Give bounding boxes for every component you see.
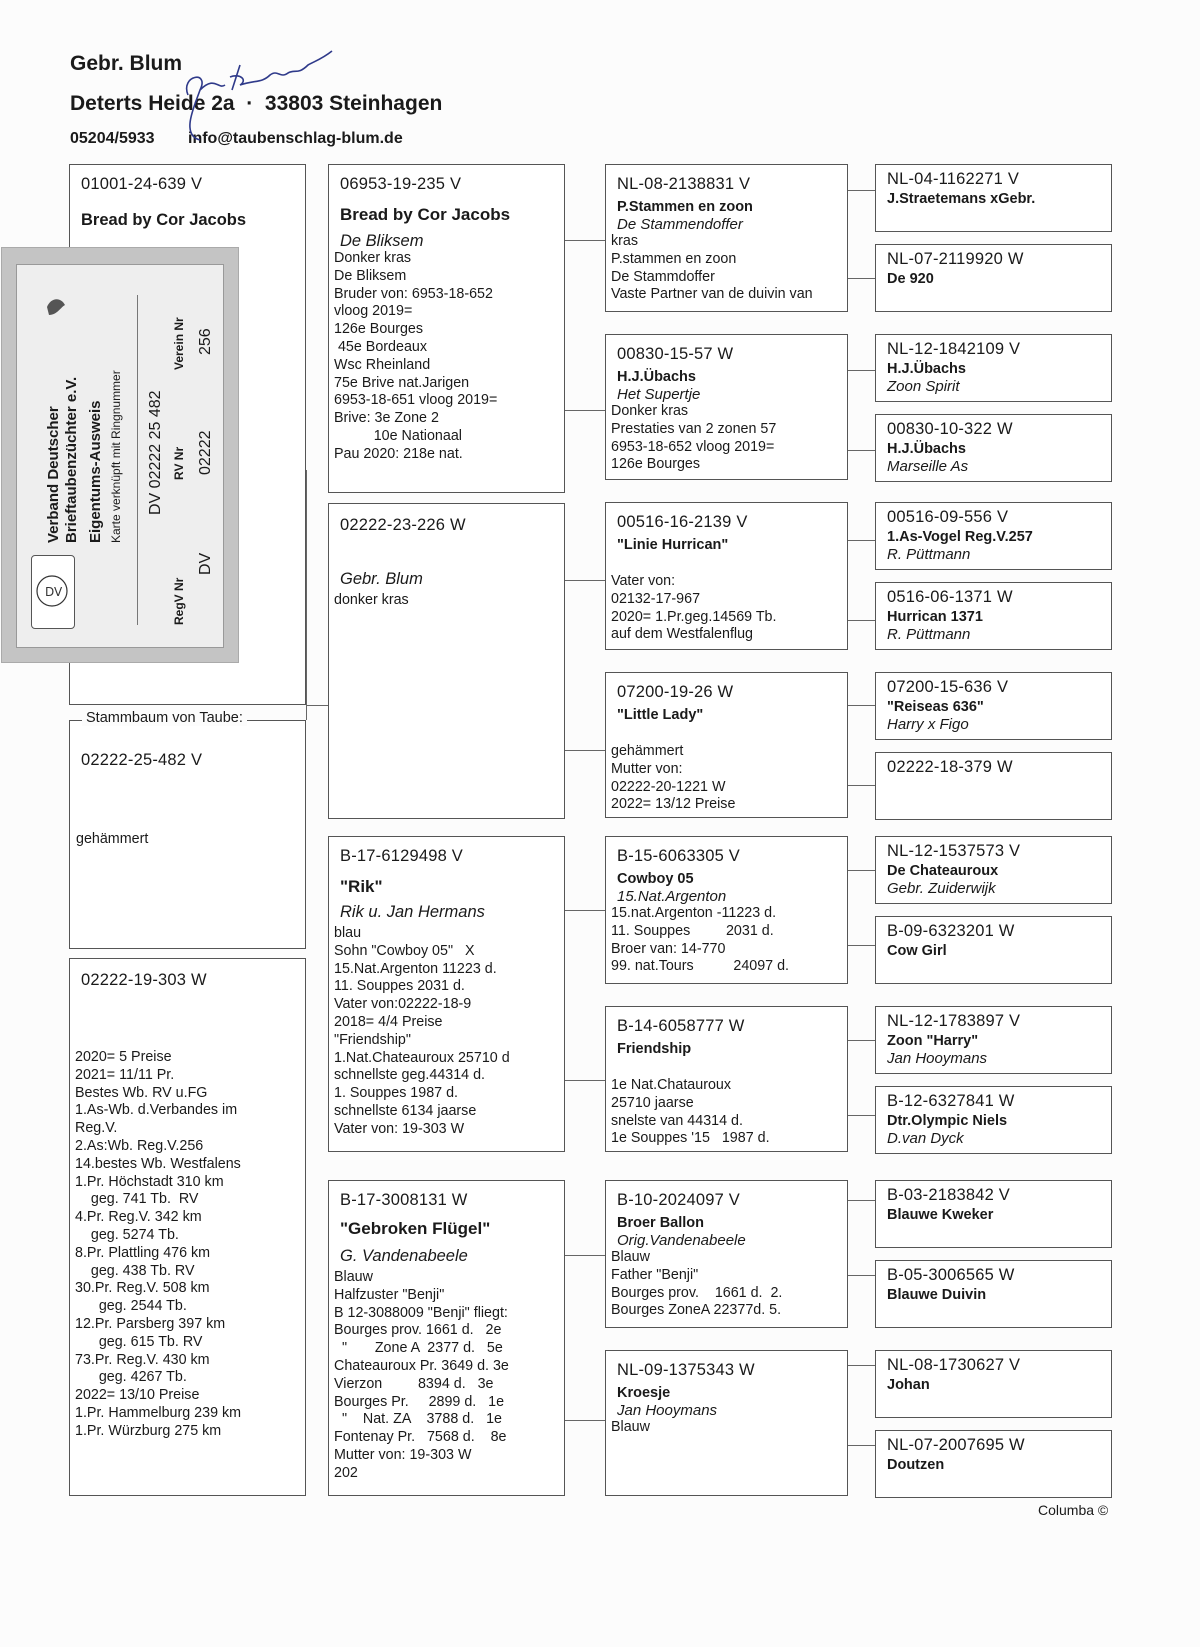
- detail-line: Prestaties van 2 zonen 57: [611, 420, 777, 437]
- detail-line: kras: [611, 233, 639, 249]
- card-regv-label: RegV Nr: [172, 577, 186, 625]
- gen3-box-6: [605, 1006, 848, 1152]
- subject-label: Stammbaum von Taube:: [82, 710, 247, 726]
- dam-performance: [75, 1049, 241, 1441]
- gen3-box-7: [605, 1180, 848, 1328]
- gen4-11-alias: Jan Hooymans: [887, 1050, 988, 1067]
- breeder-phone: 05204/5933: [70, 130, 155, 147]
- gen2-1-alias: De Bliksem: [340, 232, 424, 250]
- gen4-6-alias: R. Püttmann: [887, 626, 971, 643]
- vdb-logo: [31, 555, 75, 629]
- card-rv-value: 02222: [197, 430, 214, 475]
- detail-line: Vierzon 8394 d. 3e: [334, 1375, 494, 1392]
- detail-line: Bruder von: 6953-18-652: [334, 285, 493, 302]
- detail-line: Mutter von: 19-303 W: [334, 1446, 472, 1463]
- gen2-4-details: [334, 1269, 509, 1483]
- detail-line: geg. 4267 Tb.: [75, 1369, 187, 1386]
- gen4-2-name: De 920: [887, 271, 934, 287]
- detail-line: 1.As-Wb. d.Verbandes im: [75, 1102, 238, 1119]
- detail-line: 1. Souppes 1987 d.: [334, 1085, 459, 1102]
- breeder-name: Gebr. Blum: [70, 52, 183, 75]
- gen4-box-11: [875, 1006, 1112, 1074]
- signature-icon: [170, 45, 350, 145]
- gen4-box-15: [875, 1350, 1112, 1418]
- detail-line: 202: [334, 1464, 358, 1481]
- gen4-box-14: [875, 1260, 1112, 1328]
- card-verein-value: 256: [197, 328, 214, 355]
- gen3-2-ring: 00830-15-57 W: [617, 345, 734, 363]
- gen4-12-alias: D.van Dyck: [887, 1130, 964, 1147]
- gen4-12-ring: B-12-6327841 W: [887, 1092, 1015, 1110]
- gen3-box-4: [605, 672, 848, 818]
- detail-line: blau: [334, 925, 362, 941]
- detail-line: 4.Pr. Reg.V. 342 km: [75, 1209, 202, 1226]
- gen4-12-name: Dtr.Olympic Niels: [887, 1113, 1008, 1129]
- gen4-box-1: [875, 164, 1112, 232]
- detail-line: De Bliksem: [334, 267, 407, 284]
- gen3-5-alias: 15.Nat.Argenton: [617, 888, 727, 905]
- gen2-box-2: [328, 503, 565, 819]
- gen2-1-name: Bread by Cor Jacobs: [340, 205, 511, 224]
- gen2-3-details: [334, 925, 510, 1139]
- gen3-5-ring: B-15-6063305 V: [617, 847, 740, 865]
- footer-copyright: Columba ©: [1038, 1502, 1109, 1518]
- gen4-14-ring: B-05-3006565 W: [887, 1266, 1015, 1284]
- gen4-box-3: [875, 334, 1112, 402]
- breeder-email: info@taubenschlag-blum.de: [188, 130, 403, 147]
- detail-line: 25710 jaarse: [611, 1094, 694, 1111]
- gen4-7-name: "Reiseas 636": [887, 699, 984, 715]
- detail-line: Bourges prov. 1661 d. 2e: [334, 1322, 502, 1339]
- detail-line: 15.nat.Argenton -11223 d.: [611, 905, 777, 921]
- svg-text:DV: DV: [45, 585, 63, 599]
- gen4-box-7: [875, 672, 1112, 740]
- sire-breeder: Bread by Cor Jacobs: [81, 211, 247, 229]
- detail-line: snelste van 44314 d.: [611, 1112, 743, 1129]
- detail-line: Vater von: 19-303 W: [334, 1120, 465, 1137]
- gen4-box-4: [875, 414, 1112, 482]
- breeder-address: Deterts Heide 2a · 33803 Steinhagen: [70, 92, 443, 115]
- detail-line: " Zone A 2377 d. 5e: [334, 1340, 503, 1357]
- gen4-3-name: H.J.Übachs: [887, 361, 966, 377]
- gen3-4-ring: 07200-19-26 W: [617, 683, 734, 701]
- gen4-box-8: [875, 752, 1112, 820]
- gen4-14-name: Blauwe Duivin: [887, 1287, 987, 1303]
- detail-line: De Stammdoffer: [611, 268, 715, 285]
- gen2-3-name: "Rik": [340, 877, 383, 896]
- detail-line: Fontenay Pr. 7568 d. 8e: [334, 1429, 507, 1446]
- detail-line: 73.Pr. Reg.V. 430 km: [75, 1351, 210, 1368]
- detail-line: 2020= 1.Pr.geg.14569 Tb.: [611, 608, 777, 625]
- detail-line: Bourges Pr. 2899 d. 1e: [334, 1393, 505, 1410]
- detail-line: Brive: 3e Zone 2: [334, 410, 439, 427]
- gen2-box-1: [328, 164, 565, 493]
- card-subtitle: Karte verknüpft mit Ringnummer: [109, 370, 123, 543]
- detail-line: 1.Pr. Hammelburg 239 km: [75, 1404, 242, 1421]
- detail-line: Donker kras: [334, 250, 412, 266]
- gen3-2-name: H.J.Übachs: [617, 369, 696, 385]
- gen4-4-ring: 00830-10-322 W: [887, 420, 1013, 438]
- gen4-7-alias: Harry x Figo: [887, 716, 969, 733]
- detail-line: 45e Bordeaux: [334, 338, 427, 355]
- card-ring: DV 02222 25 482: [147, 390, 164, 515]
- card-title: Eigentums-Ausweis: [87, 400, 104, 543]
- gen4-4-alias: Marseille As: [887, 458, 969, 475]
- detail-line: 6953-18-651 vloog 2019=: [334, 392, 498, 409]
- gen2-3-ring: B-17-6129498 V: [340, 847, 463, 865]
- gen2-1-ring: 06953-19-235 V: [340, 175, 462, 193]
- detail-line: geg. 5274 Tb.: [75, 1226, 179, 1243]
- gen4-9-name: De Chateauroux: [887, 863, 999, 879]
- gen3-1-name: P.Stammen en zoon: [617, 199, 753, 215]
- gen3-2-details: [611, 403, 776, 474]
- gen4-6-name: Hurrican 1371: [887, 609, 983, 625]
- gen4-5-alias: R. Püttmann: [887, 546, 971, 563]
- gen4-box-9: [875, 836, 1112, 904]
- detail-line: 1.Nat.Chateauroux 25710 d: [334, 1049, 510, 1066]
- detail-line: vloog 2019=: [334, 303, 413, 320]
- detail-line: Mutter von:: [611, 760, 683, 777]
- card-verein-label: Verein Nr: [172, 317, 186, 370]
- detail-line: P.stammen en zoon: [611, 250, 737, 267]
- detail-line: 2021= 11/11 Pr.: [75, 1066, 175, 1083]
- gen3-3-details: [611, 573, 776, 644]
- gen4-8-ring: 02222-18-379 W: [887, 758, 1013, 776]
- gen4-6-ring: 0516-06-1371 W: [887, 588, 1013, 606]
- gen4-box-5: [875, 502, 1112, 570]
- gen2-box-4: [328, 1180, 565, 1496]
- gen3-7-alias: Orig.Vandenabeele: [617, 1232, 746, 1249]
- gen4-9-ring: NL-12-1537573 V: [887, 842, 1021, 860]
- gen2-2-ring: 02222-23-226 W: [340, 516, 466, 534]
- gen4-13-ring: B-03-2183842 V: [887, 1186, 1010, 1204]
- dove-icon: [45, 295, 67, 319]
- gen3-1-ring: NL-08-2138831 V: [617, 175, 751, 193]
- detail-line: Vater von:02222-18-9: [334, 996, 472, 1013]
- gen4-4-name: H.J.Übachs: [887, 441, 966, 457]
- detail-line: Bourges prov. 1661 d. 2.: [611, 1284, 783, 1301]
- gen4-box-12: [875, 1086, 1112, 1154]
- gen3-7-details: [611, 1249, 782, 1320]
- card-org-line2: Brieftaubenzüchter e.V.: [63, 376, 80, 543]
- gen4-16-name: Doutzen: [887, 1457, 945, 1473]
- detail-line: 30.Pr. Reg.V. 508 km: [75, 1280, 210, 1297]
- gen4-box-2: [875, 244, 1112, 312]
- gen4-box-16: [875, 1430, 1112, 1498]
- gen4-15-name: Johan: [887, 1377, 930, 1393]
- gen4-5-name: 1.As-Vogel Reg.V.257: [887, 529, 1033, 545]
- detail-line: 1.Pr. Würzburg 275 km: [75, 1422, 222, 1439]
- detail-line: Blauw: [611, 1419, 650, 1435]
- detail-line: Vaste Partner van de duivin van: [611, 286, 813, 303]
- detail-line: Vater von:: [611, 573, 676, 589]
- gen2-4-name: "Gebroken Flügel": [340, 1219, 491, 1238]
- detail-line: 2020= 5 Preise: [75, 1049, 172, 1065]
- gen3-7-ring: B-10-2024097 V: [617, 1191, 740, 1209]
- gen3-5-name: Cowboy 05: [617, 871, 694, 887]
- gen3-7-name: Broer Ballon: [617, 1215, 705, 1231]
- detail-line: 1.Pr. Höchstadt 310 km: [75, 1173, 224, 1190]
- detail-line: Bourges ZoneA 22377d. 5.: [611, 1302, 782, 1319]
- gen3-8-alias: Jan Hooymans: [617, 1402, 718, 1419]
- detail-line: schnellste geg.44314 d.: [334, 1067, 486, 1084]
- detail-line: Bestes Wb. RV u.FG: [75, 1084, 208, 1101]
- gen4-7-ring: 07200-15-636 V: [887, 678, 1009, 696]
- gen4-13-name: Blauwe Kweker: [887, 1207, 994, 1223]
- gen3-6-name: Friendship: [617, 1041, 692, 1057]
- detail-line: 11. Souppes 2031 d.: [334, 978, 465, 995]
- gen4-5-ring: 00516-09-556 V: [887, 508, 1009, 526]
- detail-line: 126e Bourges: [334, 321, 424, 338]
- detail-line: 126e Bourges: [611, 456, 701, 473]
- gen3-6-details: [611, 1077, 770, 1148]
- gen4-1-ring: NL-04-1162271 V: [887, 170, 1020, 188]
- gen4-2-ring: NL-07-2119920 W: [887, 250, 1024, 268]
- gen3-4-details: [611, 743, 735, 814]
- detail-line: 15.Nat.Argenton 11223 d.: [334, 960, 497, 977]
- sire-ring: 01001-24-639 V: [81, 175, 203, 193]
- gen4-box-13: [875, 1180, 1112, 1248]
- gen2-4-ring: B-17-3008131 W: [340, 1191, 468, 1209]
- gen3-box-8: [605, 1350, 848, 1496]
- dam-ring: 02222-19-303 W: [81, 971, 207, 989]
- detail-line: Wsc Rheinland: [334, 356, 431, 373]
- detail-line: 2022= 13/12 Preise: [611, 796, 736, 813]
- gen3-6-ring: B-14-6058777 W: [617, 1017, 745, 1035]
- gen4-11-ring: NL-12-1783897 V: [887, 1012, 1021, 1030]
- gen3-1-alias: De Stammendoffer: [617, 216, 743, 233]
- detail-line: 2.As:Wb. Reg.V.256: [75, 1137, 204, 1154]
- gen4-box-10: [875, 916, 1112, 984]
- detail-line: 75e Brive nat.Jarigen: [334, 374, 470, 391]
- detail-line: 02132-17-967: [611, 590, 701, 607]
- detail-line: Broer van: 14-770: [611, 940, 726, 957]
- detail-line: geg. 615 Tb. RV: [75, 1333, 203, 1350]
- gen4-10-ring: B-09-6323201 W: [887, 922, 1015, 940]
- detail-line: Halfzuster "Benji": [334, 1286, 445, 1303]
- detail-line: donker kras: [334, 592, 409, 608]
- gen3-box-1: [605, 164, 848, 312]
- dam-box: [69, 958, 306, 1496]
- gen4-10-name: Cow Girl: [887, 943, 947, 959]
- gen2-2-details: [334, 592, 409, 610]
- detail-line: Blauw: [334, 1269, 373, 1285]
- detail-line: 02222-20-1221 W: [611, 778, 726, 795]
- detail-line: 14.bestes Wb. Westfalens: [75, 1155, 241, 1172]
- gen3-8-ring: NL-09-1375343 W: [617, 1361, 755, 1379]
- gen4-3-ring: NL-12-1842109 V: [887, 340, 1021, 358]
- vdb-emblem-icon: [32, 556, 72, 626]
- detail-line: 8.Pr. Plattling 476 km: [75, 1244, 211, 1261]
- gen3-box-5: [605, 836, 848, 984]
- detail-line: 1e Nat.Chatauroux: [611, 1077, 732, 1093]
- gen4-11-name: Zoon "Harry": [887, 1033, 979, 1049]
- gen2-box-3: [328, 836, 565, 1152]
- gen3-3-ring: 00516-16-2139 V: [617, 513, 748, 531]
- gen4-16-ring: NL-07-2007695 W: [887, 1436, 1025, 1454]
- detail-line: Chateauroux Pr. 3649 d. 3e: [334, 1357, 509, 1374]
- detail-line: Pau 2020: 218e nat.: [334, 445, 463, 462]
- detail-line: schnellste 6134 jaarse: [334, 1102, 477, 1119]
- detail-line: 2022= 13/10 Preise: [75, 1387, 200, 1404]
- card-org-line1: Verband Deutscher: [45, 406, 62, 543]
- gen2-2-alias: Gebr. Blum: [340, 570, 423, 588]
- gen3-box-2: [605, 334, 848, 480]
- detail-line: 6953-18-652 vloog 2019=: [611, 438, 775, 455]
- gen2-4-alias: G. Vandenabeele: [340, 1247, 468, 1265]
- detail-line: auf dem Westfalenflug: [611, 626, 753, 643]
- detail-line: "Friendship": [334, 1031, 411, 1048]
- gen4-box-6: [875, 582, 1112, 650]
- detail-line: 2018= 4/4 Preise: [334, 1013, 443, 1030]
- detail-line: " Nat. ZA 3788 d. 1e: [334, 1411, 502, 1428]
- subject-box: [69, 710, 306, 949]
- gen3-8-name: Kroesje: [617, 1385, 671, 1401]
- detail-line: 99. nat.Tours 24097 d.: [611, 958, 790, 975]
- gen3-box-3: [605, 502, 848, 650]
- gen4-15-ring: NL-08-1730627 V: [887, 1356, 1021, 1374]
- gen2-1-details: [334, 250, 497, 464]
- subject-ring: 02222-25-482 V: [81, 751, 203, 769]
- detail-line: 1e Souppes '15 1987 d.: [611, 1130, 770, 1147]
- detail-line: Sohn "Cowboy 05" X: [334, 942, 475, 959]
- gen3-3-name: "Linie Hurrican": [617, 537, 729, 553]
- ownership-card: [2, 248, 238, 662]
- gen4-1-name: J.Straetemans xGebr.: [887, 191, 1036, 207]
- card-rv-label: RV Nr: [172, 446, 186, 480]
- detail-line: 10e Nationaal: [334, 427, 462, 444]
- gen3-8-details: [611, 1419, 650, 1437]
- detail-line: gehämmert: [611, 743, 684, 759]
- detail-line: Reg.V.: [75, 1120, 118, 1137]
- gen4-3-alias: Zoon Spirit: [887, 378, 960, 395]
- gen3-1-details: [611, 233, 813, 304]
- gen4-9-alias: Gebr. Zuiderwijk: [887, 880, 996, 897]
- detail-line: geg. 438 Tb. RV: [75, 1262, 195, 1279]
- gen3-5-details: [611, 905, 789, 976]
- detail-line: B 12-3088009 "Benji" fliegt:: [334, 1304, 508, 1321]
- gen3-4-name: "Little Lady": [617, 707, 704, 723]
- card-regv-value: DV: [197, 552, 214, 575]
- detail-line: 12.Pr. Parsberg 397 km: [75, 1315, 226, 1332]
- gen2-3-alias: Rik u. Jan Hermans: [340, 903, 485, 921]
- detail-line: Blauw: [611, 1249, 650, 1265]
- subject-color: gehämmert: [76, 831, 149, 847]
- detail-line: geg. 741 Tb. RV: [75, 1191, 199, 1208]
- detail-line: Donker kras: [611, 403, 689, 419]
- gen3-2-alias: Het Supertje: [617, 386, 701, 403]
- detail-line: geg. 2544 Tb.: [75, 1298, 187, 1315]
- detail-line: Father "Benji": [611, 1266, 699, 1283]
- detail-line: 11. Souppes 2031 d.: [611, 922, 774, 939]
